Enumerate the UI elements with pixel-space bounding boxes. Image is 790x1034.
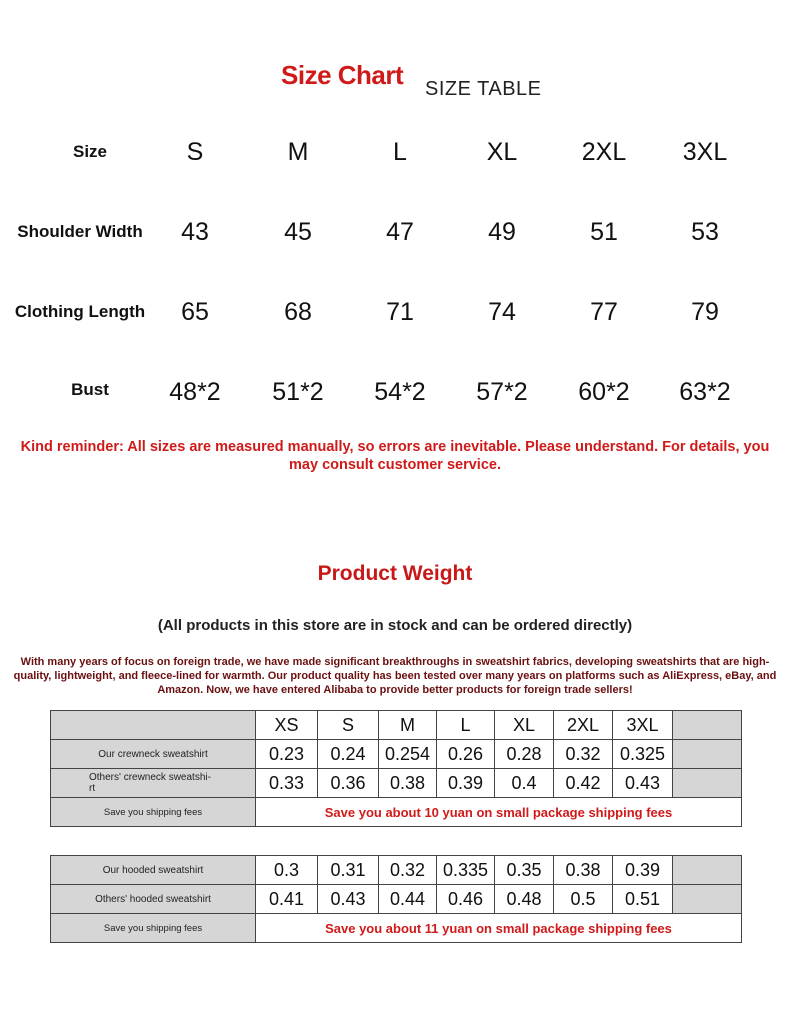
weight-cell: 0.28 xyxy=(495,740,554,769)
row-label: Clothing Length xyxy=(14,302,146,321)
weight-cell: 0.32 xyxy=(379,856,437,885)
tail-blank xyxy=(673,769,742,798)
weight-cell: 0.43 xyxy=(613,769,673,798)
table-row xyxy=(51,798,742,827)
weight-cell: 0.48 xyxy=(495,885,554,914)
size-cell: XL xyxy=(486,138,518,166)
weight-cell: 0.24 xyxy=(318,740,379,769)
weight-cell: 0.39 xyxy=(613,856,673,885)
weight-cell: 0.32 xyxy=(554,740,613,769)
weight-cell: 0.51 xyxy=(613,885,673,914)
size-cell: 74 xyxy=(488,298,516,326)
row-label: Size xyxy=(72,142,108,161)
size-header: S xyxy=(318,711,379,740)
size-header: XL xyxy=(495,711,554,740)
hooded-weight-table xyxy=(50,855,742,943)
size-chart-header xyxy=(0,60,790,110)
size-cell: 54*2 xyxy=(374,378,426,406)
kind-reminder: Kind reminder: All sizes are measured manually, so errors are inevitable. Please understand. For details, you may consult customer service. xyxy=(20,439,770,473)
size-cell: 2XL xyxy=(581,138,627,166)
table-row xyxy=(51,740,742,769)
size-cell: L xyxy=(393,138,407,166)
size-cell: 45 xyxy=(284,218,312,246)
size-cell: 43 xyxy=(181,218,209,246)
size-cell: 51*2 xyxy=(272,378,324,406)
weight-cell: 0.41 xyxy=(256,885,318,914)
weight-cell: 0.38 xyxy=(379,769,437,798)
size-chart-title: Size Chart xyxy=(281,60,404,90)
row-label: Bust xyxy=(71,380,109,399)
size-row-size xyxy=(0,120,790,180)
size-header-row xyxy=(51,711,742,740)
size-header: L xyxy=(437,711,495,740)
weight-cell: 0.39 xyxy=(437,769,495,798)
size-cell: S xyxy=(186,138,204,166)
tail-blank xyxy=(673,740,742,769)
weight-cell: 0.4 xyxy=(495,769,554,798)
row-label: Others' hooded sweatshirt xyxy=(51,885,256,914)
size-header: M xyxy=(379,711,437,740)
stock-note: (All products in this store are in stock and can be ordered directly) xyxy=(157,617,633,634)
table-row xyxy=(51,769,742,798)
size-cell: 65 xyxy=(181,298,209,326)
size-cell: 48*2 xyxy=(169,378,221,406)
weight-cell: 0.33 xyxy=(256,769,318,798)
size-header: XS xyxy=(256,711,318,740)
size-cell: 57*2 xyxy=(476,378,528,406)
save-text: Save you about 10 yuan on small package shipping fees xyxy=(256,798,742,827)
weight-cell: 0.5 xyxy=(554,885,613,914)
weight-cell: 0.3 xyxy=(256,856,318,885)
weight-cell: 0.31 xyxy=(318,856,379,885)
table-row xyxy=(51,885,742,914)
weight-cell: 0.254 xyxy=(379,740,437,769)
weight-cell: 0.38 xyxy=(554,856,613,885)
weight-cell: 0.335 xyxy=(437,856,495,885)
weight-cell: 0.46 xyxy=(437,885,495,914)
weight-cell: 0.35 xyxy=(495,856,554,885)
weight-cell: 0.325 xyxy=(613,740,673,769)
table-row xyxy=(51,914,742,943)
product-description: With many years of focus on foreign trade, we have made significant breakthroughs in sweatshirt fabrics, developing sweatshirts that are high-quality, lightweight, and fleece-lined for warmth. Our product quality has been tested over many years on platforms such as AliExpress, eBay, and Amazon. Now, we have entered Alibaba to provide better products for foreign trade sellers! xyxy=(13,656,777,696)
size-cell: 71 xyxy=(386,298,414,326)
weight-cell: 0.42 xyxy=(554,769,613,798)
size-cell: 68 xyxy=(284,298,312,326)
size-cell: 79 xyxy=(691,298,719,326)
size-cell: 53 xyxy=(691,218,719,246)
size-row-shoulder xyxy=(0,200,790,260)
table-row xyxy=(51,856,742,885)
row-label: Others' crewneck sweatshi- rt xyxy=(51,769,256,798)
size-header: 2XL xyxy=(554,711,613,740)
size-row-length xyxy=(0,280,790,340)
size-chart-subtitle: SIZE TABLE xyxy=(425,78,542,100)
size-header: 3XL xyxy=(613,711,673,740)
save-label: Save you shipping fees xyxy=(51,798,256,827)
size-cell: 47 xyxy=(386,218,414,246)
row-label: Our hooded sweatshirt xyxy=(51,856,256,885)
save-text: Save you about 11 yuan on small package shipping fees xyxy=(256,914,742,943)
size-cell: 63*2 xyxy=(679,378,731,406)
weight-cell: 0.36 xyxy=(318,769,379,798)
crewneck-weight-table xyxy=(50,710,742,827)
size-cell: M xyxy=(287,138,309,166)
weight-cell: 0.23 xyxy=(256,740,318,769)
tail-blank xyxy=(673,885,742,914)
header-blank xyxy=(51,711,256,740)
weight-cell: 0.43 xyxy=(318,885,379,914)
row-label: Our crewneck sweatshirt xyxy=(51,740,256,769)
save-label: Save you shipping fees xyxy=(51,914,256,943)
size-cell: 51 xyxy=(590,218,618,246)
tail-blank xyxy=(673,711,742,740)
size-cell: 49 xyxy=(488,218,516,246)
weight-cell: 0.44 xyxy=(379,885,437,914)
row-label: Shoulder Width xyxy=(17,222,143,241)
product-weight-title: Product Weight xyxy=(317,562,473,585)
size-cell: 77 xyxy=(590,298,618,326)
size-cell: 60*2 xyxy=(578,378,630,406)
weight-cell: 0.26 xyxy=(437,740,495,769)
size-row-bust xyxy=(0,360,790,420)
size-cell: 3XL xyxy=(682,138,728,166)
tail-blank xyxy=(673,856,742,885)
